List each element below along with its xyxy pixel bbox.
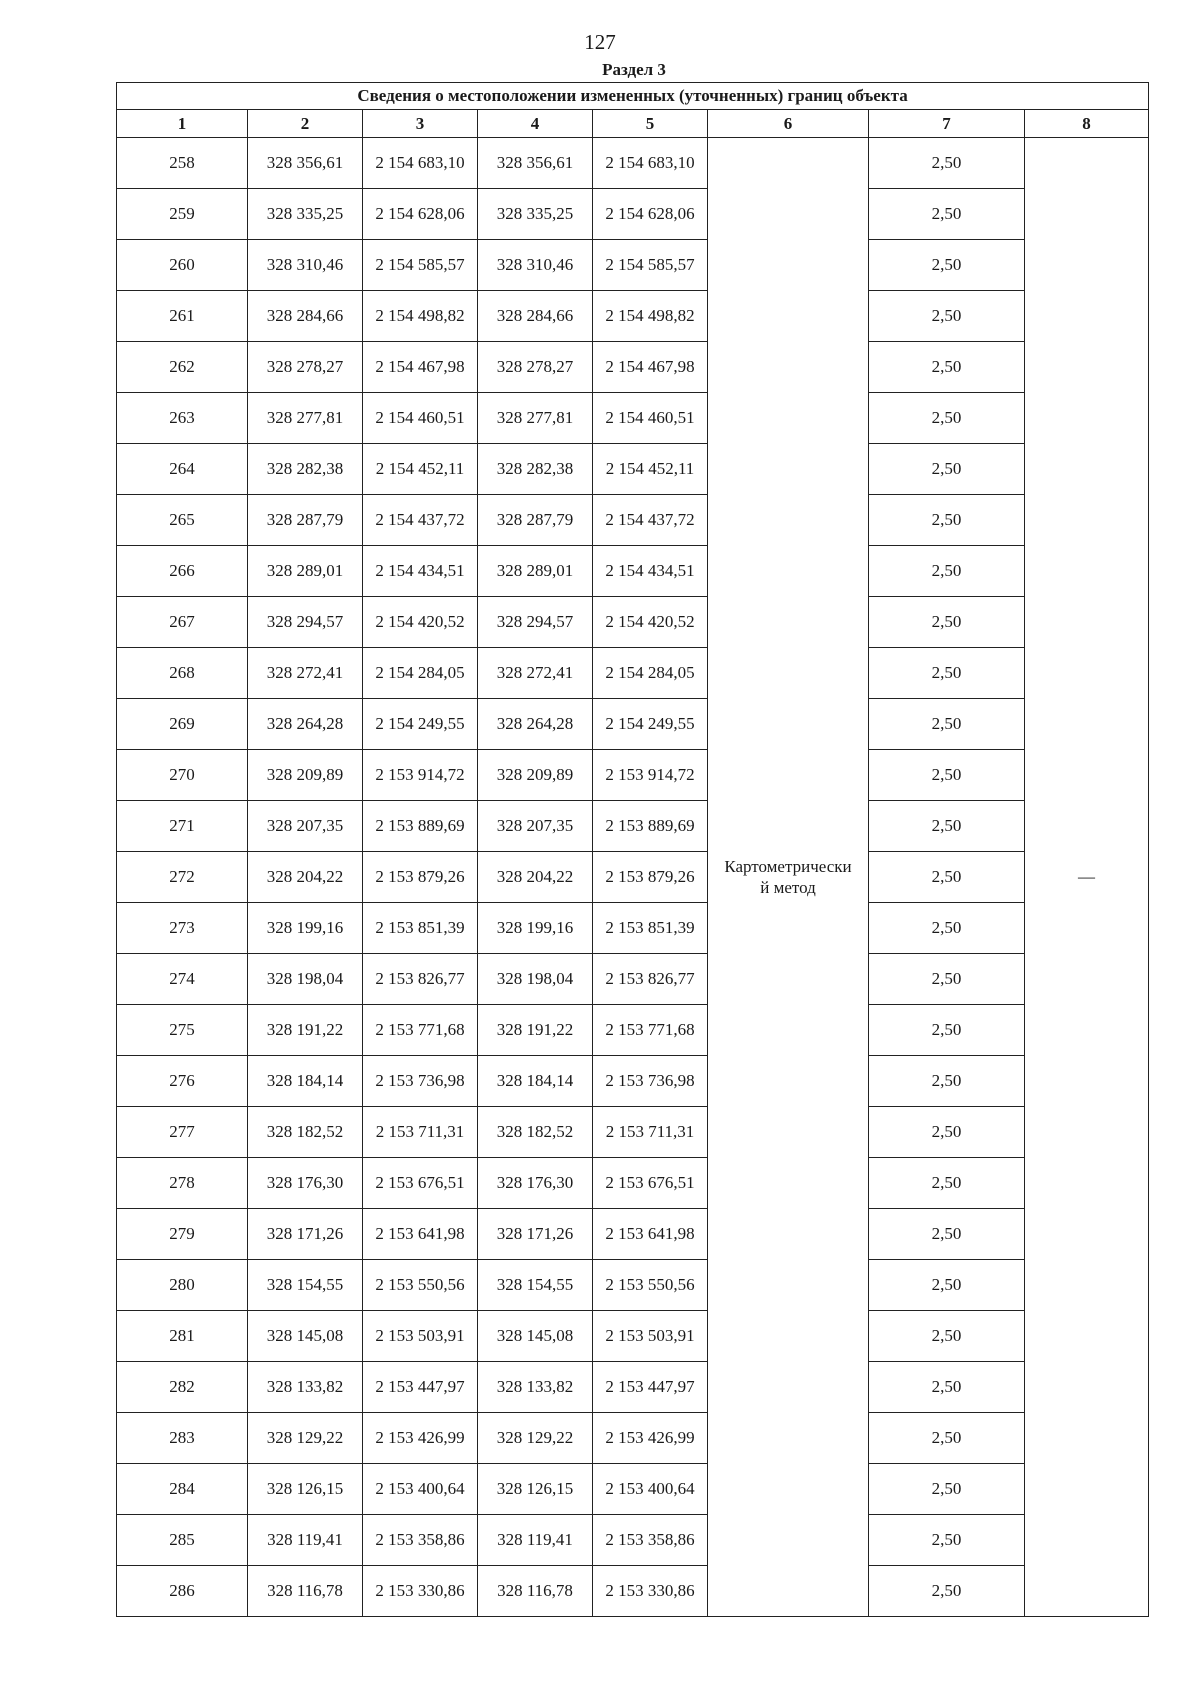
point-number-cell: 283 (117, 1413, 248, 1464)
y-old-cell: 2 153 447,97 (363, 1362, 478, 1413)
x-old-cell: 328 282,38 (248, 444, 363, 495)
x-old-cell: 328 356,61 (248, 138, 363, 189)
note-cell: — (1025, 138, 1149, 1617)
y-old-cell: 2 153 826,77 (363, 954, 478, 1005)
precision-cell: 2,50 (869, 597, 1025, 648)
point-number-cell: 261 (117, 291, 248, 342)
y-old-cell: 2 153 676,51 (363, 1158, 478, 1209)
point-number-cell: 271 (117, 801, 248, 852)
precision-cell: 2,50 (869, 444, 1025, 495)
table-row (117, 1311, 1149, 1362)
point-number-cell: 278 (117, 1158, 248, 1209)
x-old-cell: 328 199,16 (248, 903, 363, 954)
precision-cell: 2,50 (869, 1158, 1025, 1209)
x-old-cell: 328 145,08 (248, 1311, 363, 1362)
x-new-cell: 328 284,66 (478, 291, 593, 342)
x-old-cell: 328 335,25 (248, 189, 363, 240)
point-number-cell: 281 (117, 1311, 248, 1362)
table-row (117, 1566, 1149, 1617)
table-row (117, 138, 1149, 189)
x-old-cell: 328 272,41 (248, 648, 363, 699)
y-old-cell: 2 154 284,05 (363, 648, 478, 699)
point-number-cell: 285 (117, 1515, 248, 1566)
table-row (117, 1209, 1149, 1260)
precision-cell: 2,50 (869, 1107, 1025, 1158)
x-old-cell: 328 198,04 (248, 954, 363, 1005)
y-new-cell: 2 153 914,72 (593, 750, 708, 801)
y-old-cell: 2 153 851,39 (363, 903, 478, 954)
y-old-cell: 2 153 426,99 (363, 1413, 478, 1464)
point-number-cell: 274 (117, 954, 248, 1005)
method-cell (708, 138, 869, 1617)
y-old-cell: 2 153 914,72 (363, 750, 478, 801)
x-new-cell: 328 119,41 (478, 1515, 593, 1566)
table-row (117, 852, 1149, 903)
x-old-cell: 328 184,14 (248, 1056, 363, 1107)
y-new-cell: 2 154 628,06 (593, 189, 708, 240)
x-new-cell: 328 289,01 (478, 546, 593, 597)
point-number-cell: 276 (117, 1056, 248, 1107)
point-number-cell: 265 (117, 495, 248, 546)
y-old-cell: 2 153 889,69 (363, 801, 478, 852)
x-new-cell: 328 133,82 (478, 1362, 593, 1413)
precision-cell: 2,50 (869, 546, 1025, 597)
x-new-cell: 328 282,38 (478, 444, 593, 495)
precision-cell: 2,50 (869, 1005, 1025, 1056)
x-new-cell: 328 335,25 (478, 189, 593, 240)
y-old-cell: 2 153 641,98 (363, 1209, 478, 1260)
x-old-cell: 328 289,01 (248, 546, 363, 597)
precision-cell: 2,50 (869, 495, 1025, 546)
point-number-cell: 273 (117, 903, 248, 954)
point-number-cell: 269 (117, 699, 248, 750)
y-new-cell: 2 153 879,26 (593, 852, 708, 903)
column-header-row (117, 110, 1149, 138)
y-new-cell: 2 154 437,72 (593, 495, 708, 546)
table-row (117, 597, 1149, 648)
x-old-cell: 328 277,81 (248, 393, 363, 444)
x-old-cell: 328 209,89 (248, 750, 363, 801)
y-old-cell: 2 153 711,31 (363, 1107, 478, 1158)
x-new-cell: 328 207,35 (478, 801, 593, 852)
table-row (117, 1413, 1149, 1464)
x-new-cell: 328 116,78 (478, 1566, 593, 1617)
x-old-cell: 328 129,22 (248, 1413, 363, 1464)
x-old-cell: 328 182,52 (248, 1107, 363, 1158)
x-old-cell: 328 154,55 (248, 1260, 363, 1311)
point-number-cell: 280 (117, 1260, 248, 1311)
table-row (117, 954, 1149, 1005)
precision-cell: 2,50 (869, 750, 1025, 801)
precision-cell: 2,50 (869, 1056, 1025, 1107)
precision-cell: 2,50 (869, 240, 1025, 291)
x-old-cell: 328 264,28 (248, 699, 363, 750)
x-old-cell: 328 294,57 (248, 597, 363, 648)
point-number-cell: 260 (117, 240, 248, 291)
x-old-cell: 328 133,82 (248, 1362, 363, 1413)
point-number-cell: 275 (117, 1005, 248, 1056)
x-new-cell: 328 171,26 (478, 1209, 593, 1260)
x-new-cell: 328 264,28 (478, 699, 593, 750)
table-row (117, 750, 1149, 801)
point-number-cell: 264 (117, 444, 248, 495)
point-number-cell: 286 (117, 1566, 248, 1617)
y-old-cell: 2 154 437,72 (363, 495, 478, 546)
y-old-cell: 2 154 460,51 (363, 393, 478, 444)
column-header: 7 (869, 110, 1025, 138)
point-number-cell: 272 (117, 852, 248, 903)
table-row (117, 1515, 1149, 1566)
point-number-cell: 277 (117, 1107, 248, 1158)
y-new-cell: 2 153 400,64 (593, 1464, 708, 1515)
y-new-cell: 2 153 641,98 (593, 1209, 708, 1260)
x-new-cell: 328 294,57 (478, 597, 593, 648)
column-header: 6 (708, 110, 869, 138)
table-caption: Сведения о местоположении измененных (уточненных) границ объекта (117, 83, 1149, 110)
precision-cell: 2,50 (869, 954, 1025, 1005)
y-old-cell: 2 154 585,57 (363, 240, 478, 291)
x-new-cell: 328 198,04 (478, 954, 593, 1005)
x-new-cell: 328 199,16 (478, 903, 593, 954)
point-number-cell: 284 (117, 1464, 248, 1515)
x-new-cell: 328 272,41 (478, 648, 593, 699)
x-new-cell: 328 176,30 (478, 1158, 593, 1209)
y-new-cell: 2 154 683,10 (593, 138, 708, 189)
x-old-cell: 328 191,22 (248, 1005, 363, 1056)
x-new-cell: 328 145,08 (478, 1311, 593, 1362)
x-old-cell: 328 119,41 (248, 1515, 363, 1566)
x-new-cell: 328 182,52 (478, 1107, 593, 1158)
precision-cell: 2,50 (869, 903, 1025, 954)
x-old-cell: 328 207,35 (248, 801, 363, 852)
x-old-cell: 328 204,22 (248, 852, 363, 903)
table-row (117, 342, 1149, 393)
table-row (117, 546, 1149, 597)
precision-cell: 2,50 (869, 342, 1025, 393)
table-row (117, 648, 1149, 699)
x-old-cell: 328 126,15 (248, 1464, 363, 1515)
y-new-cell: 2 154 452,11 (593, 444, 708, 495)
table-row (117, 495, 1149, 546)
y-old-cell: 2 153 879,26 (363, 852, 478, 903)
x-new-cell: 328 209,89 (478, 750, 593, 801)
y-new-cell: 2 153 550,56 (593, 1260, 708, 1311)
precision-cell: 2,50 (869, 1362, 1025, 1413)
y-new-cell: 2 153 358,86 (593, 1515, 708, 1566)
table-row (117, 240, 1149, 291)
x-new-cell: 328 184,14 (478, 1056, 593, 1107)
y-new-cell: 2 153 889,69 (593, 801, 708, 852)
x-old-cell: 328 116,78 (248, 1566, 363, 1617)
x-new-cell: 328 356,61 (478, 138, 593, 189)
y-old-cell: 2 154 420,52 (363, 597, 478, 648)
column-header: 2 (248, 110, 363, 138)
x-old-cell: 328 171,26 (248, 1209, 363, 1260)
x-new-cell: 328 129,22 (478, 1413, 593, 1464)
column-header: 3 (363, 110, 478, 138)
precision-cell: 2,50 (869, 1209, 1025, 1260)
y-new-cell: 2 154 460,51 (593, 393, 708, 444)
table-row (117, 393, 1149, 444)
y-new-cell: 2 153 826,77 (593, 954, 708, 1005)
y-new-cell: 2 153 771,68 (593, 1005, 708, 1056)
point-number-cell: 267 (117, 597, 248, 648)
point-number-cell: 270 (117, 750, 248, 801)
x-new-cell: 328 310,46 (478, 240, 593, 291)
precision-cell: 2,50 (869, 1566, 1025, 1617)
point-number-cell: 279 (117, 1209, 248, 1260)
y-new-cell: 2 154 284,05 (593, 648, 708, 699)
column-header: 5 (593, 110, 708, 138)
x-new-cell: 328 277,81 (478, 393, 593, 444)
x-new-cell: 328 204,22 (478, 852, 593, 903)
x-new-cell: 328 278,27 (478, 342, 593, 393)
point-number-cell: 266 (117, 546, 248, 597)
x-new-cell: 328 126,15 (478, 1464, 593, 1515)
y-old-cell: 2 153 550,56 (363, 1260, 478, 1311)
precision-cell: 2,50 (869, 852, 1025, 903)
table-row (117, 801, 1149, 852)
table-row (117, 699, 1149, 750)
y-new-cell: 2 153 851,39 (593, 903, 708, 954)
y-new-cell: 2 154 249,55 (593, 699, 708, 750)
table-row (117, 1260, 1149, 1311)
column-header: 8 (1025, 110, 1149, 138)
table-row (117, 903, 1149, 954)
y-old-cell: 2 153 503,91 (363, 1311, 478, 1362)
y-old-cell: 2 154 452,11 (363, 444, 478, 495)
precision-cell: 2,50 (869, 801, 1025, 852)
precision-cell: 2,50 (869, 138, 1025, 189)
y-old-cell: 2 153 736,98 (363, 1056, 478, 1107)
y-new-cell: 2 154 498,82 (593, 291, 708, 342)
table-row (117, 1056, 1149, 1107)
y-new-cell: 2 154 420,52 (593, 597, 708, 648)
table-row (117, 1107, 1149, 1158)
y-old-cell: 2 153 400,64 (363, 1464, 478, 1515)
precision-cell: 2,50 (869, 1515, 1025, 1566)
y-new-cell: 2 154 434,51 (593, 546, 708, 597)
y-new-cell: 2 153 426,99 (593, 1413, 708, 1464)
point-number-cell: 258 (117, 138, 248, 189)
y-old-cell: 2 154 467,98 (363, 342, 478, 393)
y-old-cell: 2 154 628,06 (363, 189, 478, 240)
y-new-cell: 2 154 585,57 (593, 240, 708, 291)
point-number-cell: 262 (117, 342, 248, 393)
y-old-cell: 2 154 434,51 (363, 546, 478, 597)
x-new-cell: 328 191,22 (478, 1005, 593, 1056)
y-old-cell: 2 154 498,82 (363, 291, 478, 342)
precision-cell: 2,50 (869, 1464, 1025, 1515)
precision-cell: 2,50 (869, 648, 1025, 699)
x-old-cell: 328 176,30 (248, 1158, 363, 1209)
precision-cell: 2,50 (869, 1311, 1025, 1362)
page-number: 127 (584, 30, 616, 54)
table-row (117, 1005, 1149, 1056)
precision-cell: 2,50 (869, 291, 1025, 342)
precision-cell: 2,50 (869, 393, 1025, 444)
y-old-cell: 2 154 249,55 (363, 699, 478, 750)
y-new-cell: 2 153 711,31 (593, 1107, 708, 1158)
precision-cell: 2,50 (869, 1260, 1025, 1311)
x-old-cell: 328 284,66 (248, 291, 363, 342)
table-row (117, 291, 1149, 342)
column-header: 1 (117, 110, 248, 138)
precision-cell: 2,50 (869, 1413, 1025, 1464)
y-new-cell: 2 153 736,98 (593, 1056, 708, 1107)
method-text-line: Картометрически (724, 857, 852, 876)
point-number-cell: 259 (117, 189, 248, 240)
table-row (117, 1158, 1149, 1209)
precision-cell: 2,50 (869, 699, 1025, 750)
point-number-cell: 263 (117, 393, 248, 444)
y-new-cell: 2 154 467,98 (593, 342, 708, 393)
x-old-cell: 328 278,27 (248, 342, 363, 393)
point-number-cell: 282 (117, 1362, 248, 1413)
y-old-cell: 2 153 330,86 (363, 1566, 478, 1617)
y-old-cell: 2 154 683,10 (363, 138, 478, 189)
point-number-cell: 268 (117, 648, 248, 699)
y-new-cell: 2 153 503,91 (593, 1311, 708, 1362)
boundary-table (116, 82, 1149, 1617)
precision-cell: 2,50 (869, 189, 1025, 240)
x-new-cell: 328 287,79 (478, 495, 593, 546)
y-new-cell: 2 153 330,86 (593, 1566, 708, 1617)
x-old-cell: 328 310,46 (248, 240, 363, 291)
y-new-cell: 2 153 676,51 (593, 1158, 708, 1209)
x-old-cell: 328 287,79 (248, 495, 363, 546)
column-header: 4 (478, 110, 593, 138)
table-row (117, 1362, 1149, 1413)
method-text-line: й метод (760, 878, 816, 897)
y-old-cell: 2 153 771,68 (363, 1005, 478, 1056)
table-row (117, 1464, 1149, 1515)
y-new-cell: 2 153 447,97 (593, 1362, 708, 1413)
x-new-cell: 328 154,55 (478, 1260, 593, 1311)
table-row (117, 444, 1149, 495)
y-old-cell: 2 153 358,86 (363, 1515, 478, 1566)
table-row (117, 189, 1149, 240)
section-title: Раздел 3 (602, 60, 666, 79)
